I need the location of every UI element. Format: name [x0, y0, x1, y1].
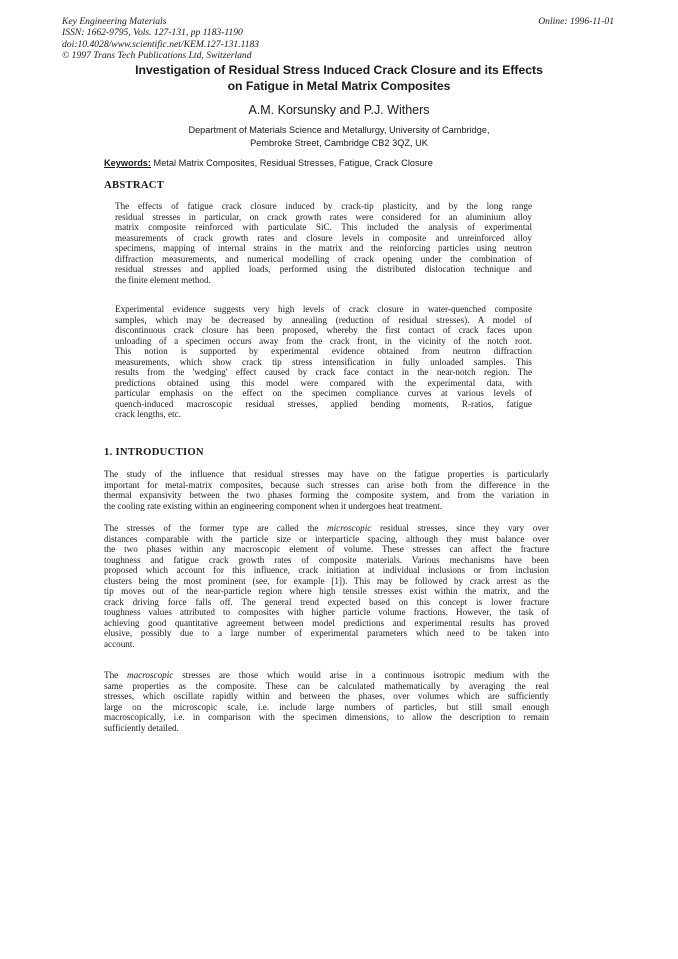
text-line: important for metal-matrix composites, because such stresses can arise both from the difference in the — [104, 479, 549, 490]
text-line: residual stresses in particular, on crack growth rates were considered for an aluminium alloy — [115, 211, 532, 222]
abstract-paragraph-1 — [115, 201, 532, 285]
text-line: tip moves out of the near-particle region where high tensile stresses exist within the matrix, and the — [104, 586, 549, 597]
introduction-heading: 1. INTRODUCTION — [104, 447, 204, 458]
text-line: specimens, mapping of internal strains in the matrix and the reinforcing particles using neutron — [115, 243, 532, 254]
text-line: residual stresses and applied loads, performed using the distributed dislocation technique and — [115, 264, 532, 275]
text-line: crack lengths, etc. — [115, 409, 181, 420]
text-line: This notion is supported by experimental evidence obtained from neutron diffraction — [115, 346, 532, 357]
text-line: the finite element method. — [115, 274, 211, 285]
intro-paragraph-2 — [104, 523, 549, 650]
text-line: The study of the influence that residual stresses may have on the fatigue properties is particularly — [104, 469, 549, 479]
intro-paragraph-1 — [104, 469, 549, 511]
text-line: the two phases within any macroscopic element of volume. These stresses can affect the fracture — [104, 544, 549, 555]
text-line: results from the 'wedging' effect caused by crack face contact in the near-notch region. The — [115, 367, 532, 378]
macroscopic-term: macroscopic — [127, 670, 174, 680]
text-line: quench-induced macroscopic residual stresses, applied bending moments, R-ratios, fatigue — [115, 398, 532, 409]
text-line: unloading of a specimen occurs away from the crack front, in the vicinity of the notch root. — [115, 335, 532, 346]
issn-line: ISSN: 1662-9795, Vols. 127-131, pp 1183-1190 — [62, 27, 243, 39]
intro-paragraph-3 — [104, 670, 549, 733]
text-line: matrix composite reinforced with particulate SiC. This included the analysis of experimental — [115, 222, 532, 233]
abstract-paragraph-2 — [115, 304, 532, 420]
paper-title — [60, 62, 618, 94]
text-line: toughness values attributed to composites with higher particle volume fractions. However, the task of — [104, 607, 549, 618]
text-line: proposed which account for this influence, crack initiation at individual inclusions or from inclusion — [104, 565, 549, 576]
text-line: large on the microscopic scale, i.e. include large numbers of particles, but still small enough — [104, 701, 549, 712]
citation-header — [62, 16, 259, 62]
intro-paragraph-3-first-line: The macroscopic stresses are those which would arise in a continuous isotropic medium with the — [104, 670, 549, 680]
text-line: elusive, possibly due to a large number of experimental parameters which need to be taken into — [104, 628, 549, 639]
text-line: toughness and fatigue crack growth rates of composite materials. Various mechanisms have been — [104, 554, 549, 565]
text-line: same properties as the composite. These can be calculated mathematically by averaging the real — [104, 680, 549, 691]
text-line: particular emphasis on the effect on the specimen compliance curves at various levels of — [115, 388, 532, 399]
text-line: samples, which may be decreased by annealing (reduction of residual stresses). A model of — [115, 314, 532, 325]
text-line: the cooling rate existing within an engineering component when it undergoes heat treatment. — [104, 500, 443, 511]
text-line: thermal expansivity between the two phases forming the composite system, and from the variation in — [104, 490, 549, 501]
text-line: macroscopically, i.e. in comparison with the specimen dimensions, to allow the description to remain — [104, 712, 549, 723]
affiliation-line-2: Pembroke Street, Cambridge CB2 3QZ, UK — [250, 137, 428, 148]
text-line: sufficiently detailed. — [104, 722, 179, 733]
authors: A.M. Korsunsky and P.J. Withers — [248, 103, 430, 117]
text-line: account. — [104, 639, 135, 650]
affiliation — [60, 124, 618, 149]
intro-paragraph-2-first-line: The stresses of the former type are called the microscopic residual stresses, since they vary over — [104, 523, 549, 533]
text-line: crack driving force falls off. The general trend expected based on this concept is lower fracture — [104, 596, 549, 607]
online-date: Online: 1996-11-01 — [538, 16, 614, 27]
microscopic-term: microscopic — [327, 523, 372, 533]
text-line: distances comparable with the particle size or interparticle spacing, although they must balance over — [104, 533, 549, 544]
keywords — [104, 158, 584, 168]
copyright-line: © 1997 Trans Tech Publications Ltd, Switzerland — [62, 50, 252, 62]
text-line: achieving good quantitative agreement between model predictions and experimental results has proved — [104, 617, 549, 628]
text-line: clusters being the most prominent (see, for example [1]). This may be followed by crack arrest as the — [104, 575, 549, 586]
affiliation-line-1: Department of Materials Science and Metallurgy, University of Cambridge, — [188, 125, 490, 135]
keywords-text: Metal Matrix Composites, Residual Stresses, Fatigue, Crack Closure — [153, 158, 433, 168]
keywords-label: Keywords: — [104, 158, 151, 168]
text-line: diffraction measurements, and numerical modelling of crack opening under the combination of — [115, 253, 532, 264]
title-line-1: Investigation of Residual Stress Induced Crack Closure and its Effects — [135, 63, 543, 77]
doi-line: doi:10.4028/www.scientific.net/KEM.127-131.1183 — [62, 38, 260, 50]
text-line: stresses, which oscillate rapidly within and between the phases, over volumes which are sufficiently — [104, 691, 549, 702]
text-line: discontinuous crack closure has been proposed, whereby the first contact of crack faces upon — [115, 325, 532, 336]
title-line-2: on Fatigue in Metal Matrix Composites — [227, 79, 451, 93]
text-line: measurements of crack growth rates and closure levels in composite and unreinforced alloy — [115, 232, 532, 243]
journal-name: Key Engineering Materials — [62, 16, 167, 27]
text-line: predictions obtained using this model were compared with the experimental data, with — [115, 377, 532, 388]
text-line: measurements, which show crack tip stress intensification in fully unloaded samples. This — [115, 356, 532, 367]
abstract-heading: ABSTRACT — [104, 180, 165, 191]
text-line: The effects of fatigue crack closure induced by crack-tip plasticity, and by the long range — [115, 201, 532, 211]
text-line: Experimental evidence suggests very high levels of crack closure in water-quenched composite — [115, 304, 532, 314]
